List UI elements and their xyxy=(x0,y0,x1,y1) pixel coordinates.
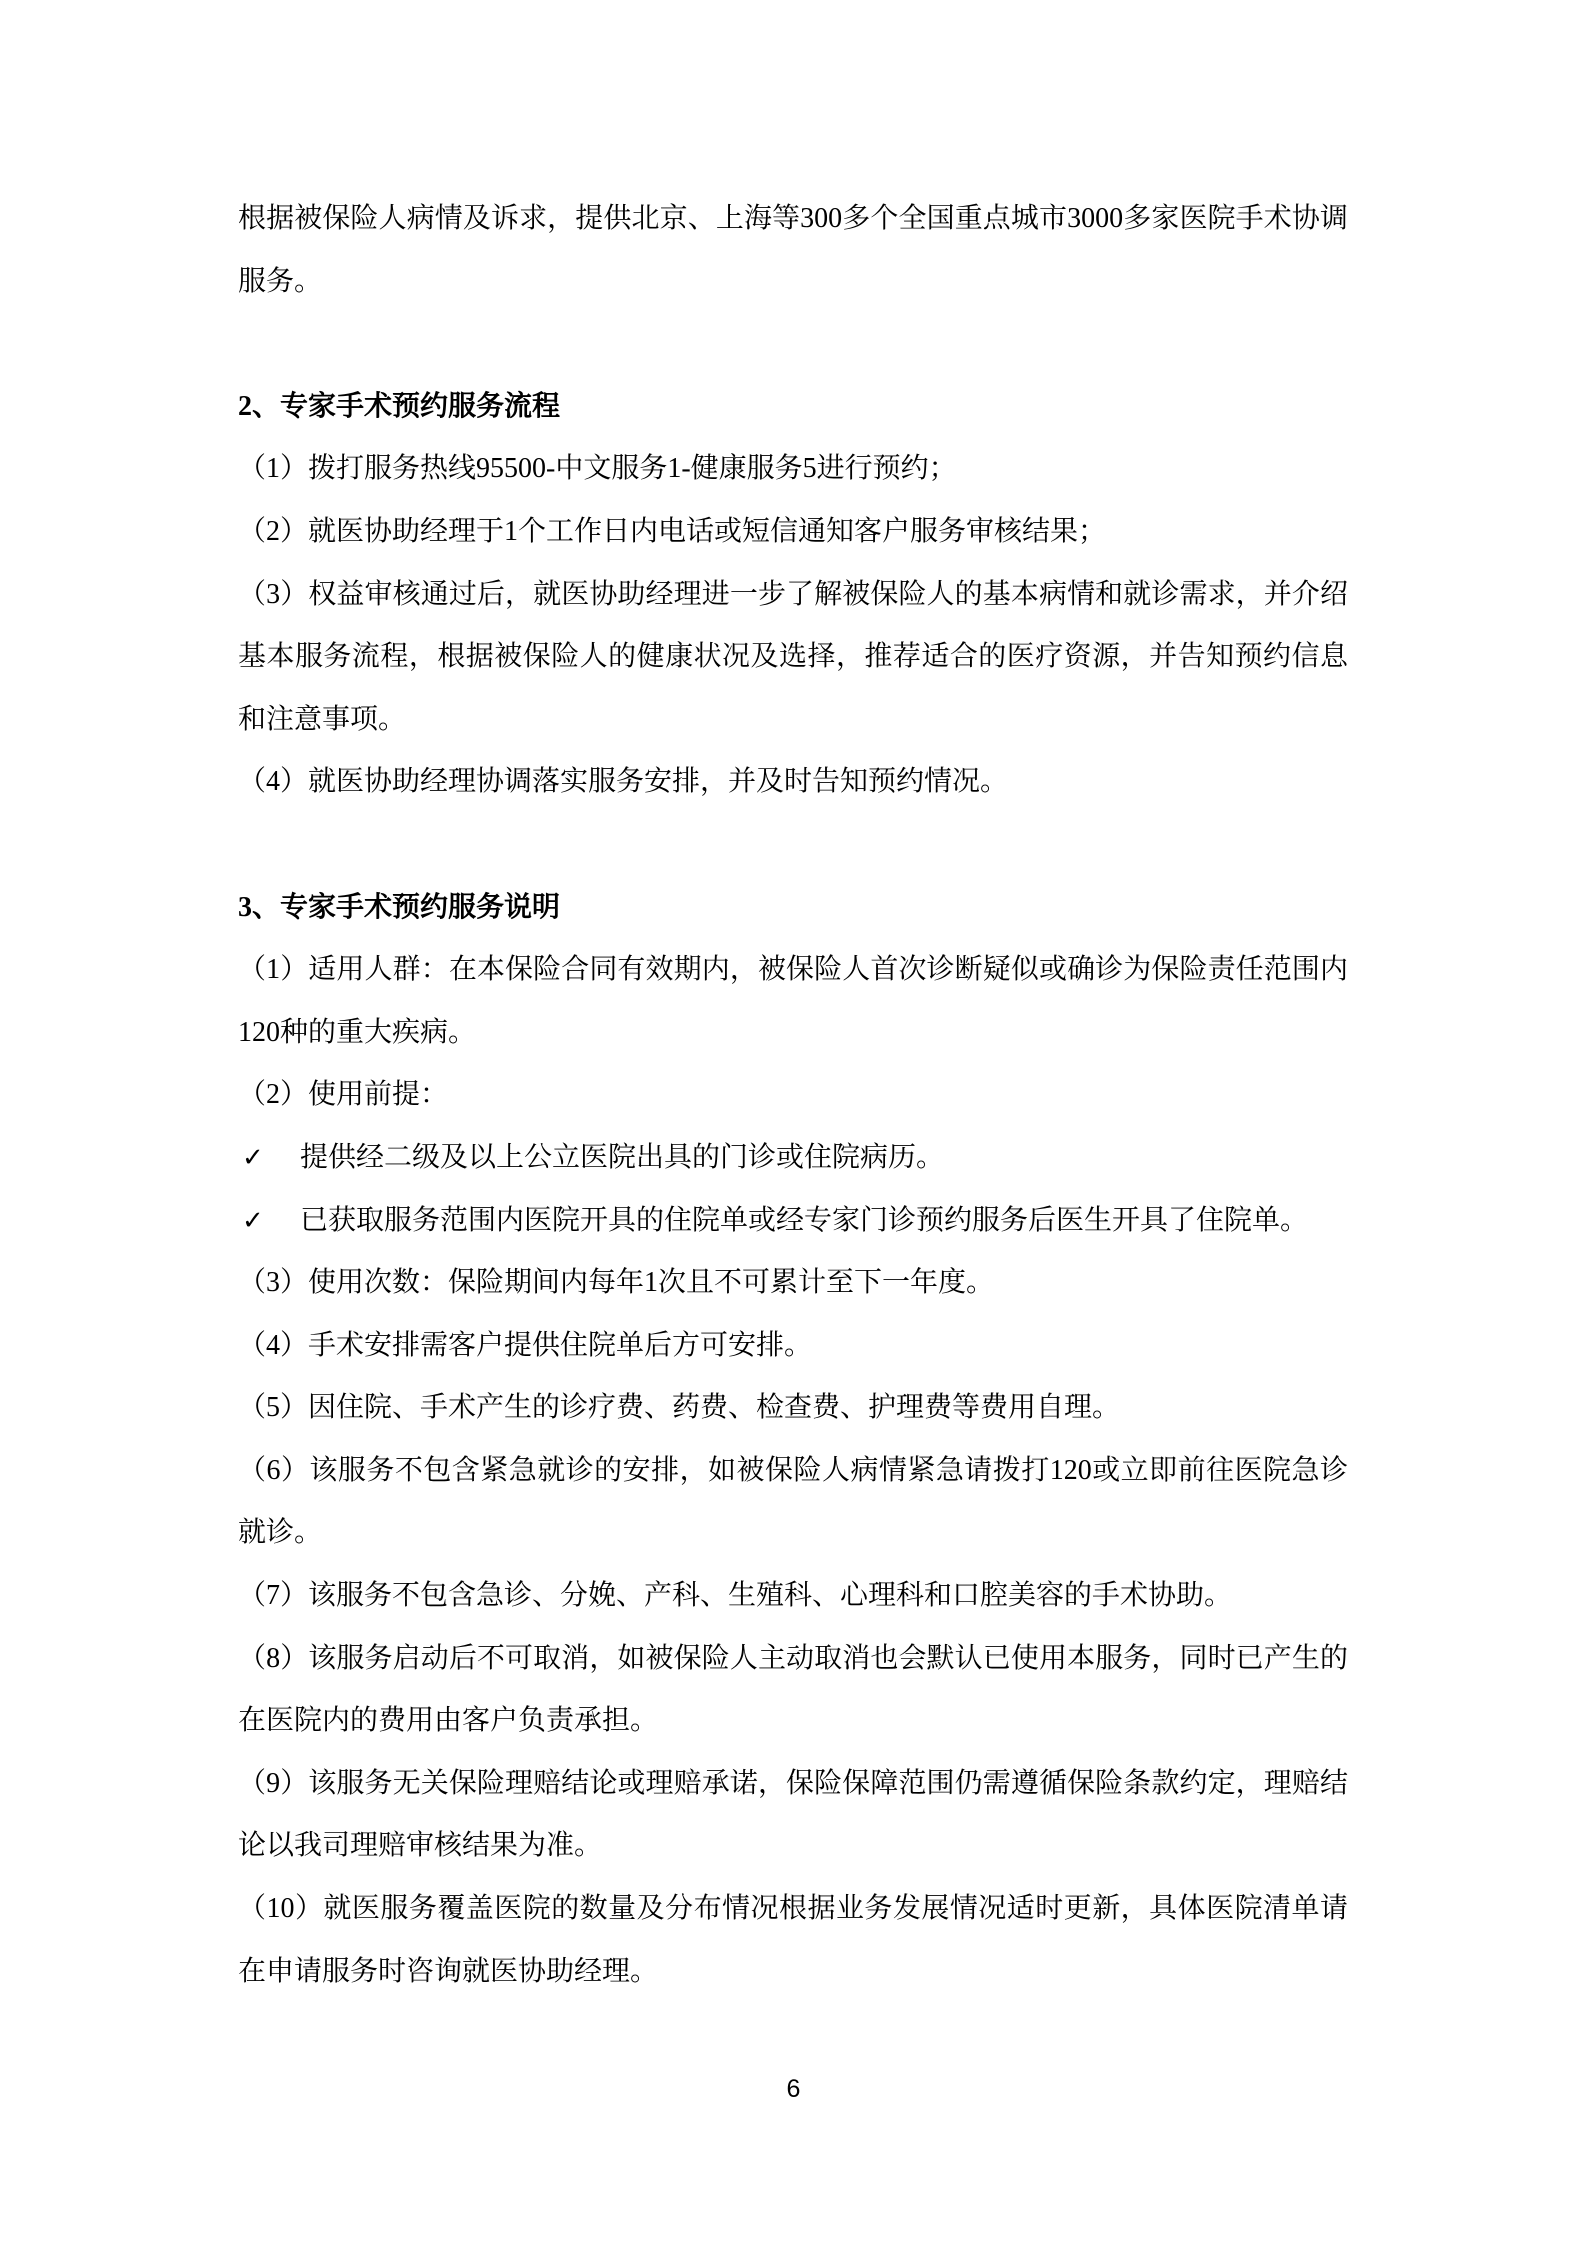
check-item-text: 提供经二级及以上公立医院出具的门诊或住院病历。 xyxy=(300,1141,945,1173)
notes-item-applicable: （1）适用人群：在本保险合同有效期内，被保险人首次诊断疑似或确诊为保险责任范围内120种的重大疾病。 xyxy=(238,954,1348,1048)
flow-item-2: （2）就医协助经理于1个工作日内电话或短信通知客户服务审核结果； xyxy=(238,515,1107,547)
flow-item-4: （4）就医协助经理协调落实服务安排，并及时告知预约情况。 xyxy=(238,766,1009,798)
check-item-text: 已获取服务范围内医院开具的住院单或经专家门诊预约服务后医生开具了住院单。 xyxy=(300,1204,1309,1236)
check-list-item xyxy=(238,1190,1348,1253)
notes-item-precondition: （2）使用前提： xyxy=(238,1079,449,1111)
flow-item-1: （1）拨打服务热线95500-中文服务1-健康服务5进行预约； xyxy=(238,453,957,485)
notes-item-5: （5）因住院、手术产生的诊疗费、药费、检查费、护理费等费用自理。 xyxy=(238,1392,1121,1424)
section-notes-heading: 3、专家手术预约服务说明 xyxy=(238,891,561,923)
section-notes xyxy=(238,877,1348,2004)
notes-item-10: （10）就医服务覆盖医院的数量及分布情况根据业务发展情况适时更新，具体医院清单请在申请服务时咨询就医协助经理。 xyxy=(238,1893,1348,1987)
intro-paragraph: 根据被保险人病情及诉求，提供北京、上海等300多个全国重点城市3000多家医院手术协调服务。 xyxy=(238,203,1348,297)
checkmark-icon: ✓ xyxy=(242,1205,264,1236)
notes-item-6: （6）该服务不包含紧急就诊的安排，如被保险人病情紧急请拨打120或立即前往医院急诊就诊。 xyxy=(238,1454,1348,1549)
document-body xyxy=(238,188,1348,2003)
notes-item-7: （7）该服务不包含急诊、分娩、产科、生殖科、心理科和口腔美容的手术协助。 xyxy=(238,1580,1233,1612)
section-flow xyxy=(238,376,1348,814)
notes-item-4: （4）手术安排需客户提供住院单后方可安排。 xyxy=(238,1329,813,1361)
notes-item-3: （3）使用次数：保险期间内每年1次且不可累计至下一年度。 xyxy=(238,1267,995,1299)
check-list-item xyxy=(238,1127,1348,1190)
section-flow-heading: 2、专家手术预约服务流程 xyxy=(238,390,561,422)
page-number: 6 xyxy=(786,2075,801,2103)
flow-item-3: （3）权益审核通过后，就医协助经理进一步了解被保险人的基本病情和就诊需求，并介绍基本服务流程，根据被保险人的健康状况及选择，推荐适合的医疗资源，并告知预约信息和注意事项。 xyxy=(238,578,1348,735)
notes-item-9: （9）该服务无关保险理赔结论或理赔承诺，保险保障范围仍需遵循保险条款约定，理赔结论以我司理赔审核结果为准。 xyxy=(238,1767,1348,1862)
checkmark-icon: ✓ xyxy=(242,1142,264,1173)
notes-item-8: （8）该服务启动后不可取消，如被保险人主动取消也会默认已使用本服务，同时已产生的在医院内的费用由客户负责承担。 xyxy=(238,1642,1348,1737)
